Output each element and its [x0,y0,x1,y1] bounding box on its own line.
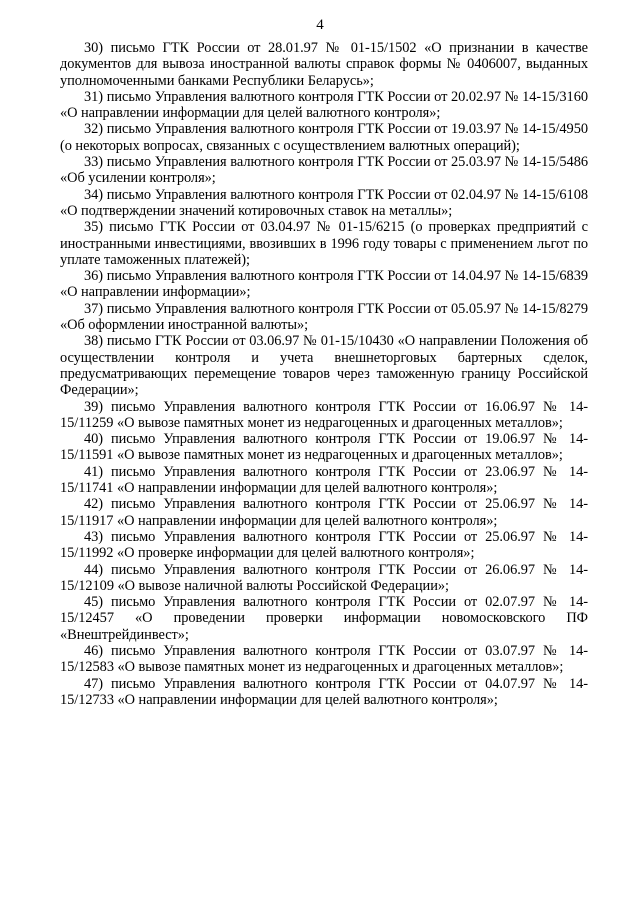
list-item-39: 39) письмо Управления валютного контроля ГТК России от 16.06.97 № 14-15/11259 «О вывозе памятных монет из недрагоценных и драгоценных металлов»; [60,398,588,431]
list-item-47: 47) письмо Управления валютного контроля ГТК России от 04.07.97 № 14-15/12733 «О направлении информации для целей валютного контроля»; [60,675,588,708]
list-item-35: 35) письмо ГТК России от 03.04.97 № 01-15/6215 (о проверках предприятий с иностранными инвестициями, ввозивших в 1996 году товары с применением льгот по уплате таможенных платежей); [60,219,588,268]
list-item-45: 45) письмо Управления валютного контроля ГТК России от 02.07.97 № 14-15/12457 «О проведении проверки информации новомосковского ПФ «Внештрейдинвест»; [60,594,588,643]
list-item-33: 33) письмо Управления валютного контроля ГТК России от 25.03.97 № 14-15/5486 «Об усилении контроля»; [60,154,588,187]
list-item-41: 41) письмо Управления валютного контроля ГТК России от 23.06.97 № 14-15/11741 «О направлении информации для целей валютного контроля»; [60,463,588,497]
page-number: 4 [316,17,324,33]
list-item-44: 44) письмо Управления валютного контроля ГТК России от 26.06.97 № 14-15/12109 «О вывозе наличной валюты Российской Федерации»; [60,561,588,594]
list-item-46: 46) письмо Управления валютного контроля ГТК России от 03.07.97 № 14-15/12583 «О вывозе памятных монет из недрагоценных и драгоценных металлов»; [60,642,588,676]
list-item-32: 32) письмо Управления валютного контроля ГТК России от 19.03.97 № 14-15/4950 (о некоторых вопросах, связанных с осуществлением валютных операций); [60,121,588,154]
list-item-34: 34) письмо Управления валютного контроля ГТК России от 02.04.97 № 14-15/6108 «О подтверждении значений котировочных ставок на металлы»; [60,186,588,219]
list-item-40: 40) письмо Управления валютного контроля ГТК России от 19.06.97 № 14-15/11591 «О вывозе памятных монет из недрагоценных и драгоценных металлов»; [60,431,588,464]
document-body [60,40,588,708]
list-item-42: 42) письмо Управления валютного контроля ГТК России от 25.06.97 № 14-15/11917 «О направлении информации для целей валютного контроля»; [60,496,588,529]
list-item-43: 43) письмо Управления валютного контроля ГТК России от 25.06.97 № 14-15/11992 «О проверке информации для целей валютного контроля»; [60,528,588,562]
list-item-36: 36) письмо Управления валютного контроля ГТК России от 14.04.97 № 14-15/6839 «О направлении информации»; [60,268,588,301]
list-item-31: 31) письмо Управления валютного контроля ГТК России от 20.02.97 № 14-15/3160 «О направлении информации для целей валютного контроля»; [60,88,588,122]
list-item-38: 38) письмо ГТК России от 03.06.97 № 01-15/10430 «О направлении Положения об осуществлении контроля и учета внешнеторговых бартерных сделок, предусматривающих перемещение товаров через таможенную границу Российской Федерации»; [60,333,588,399]
list-item-30: 30) письмо ГТК России от 28.01.97 № 01-15/1502 «О признании в качестве документов для вывоза иностранной валюты справок формы № 0406007, выданных уполномоченными банками Республики Беларусь»; [60,40,588,89]
list-item-37: 37) письмо Управления валютного контроля ГТК России от 05.05.97 № 14-15/8279 «Об оформлении иностранной валюты»; [60,300,588,334]
